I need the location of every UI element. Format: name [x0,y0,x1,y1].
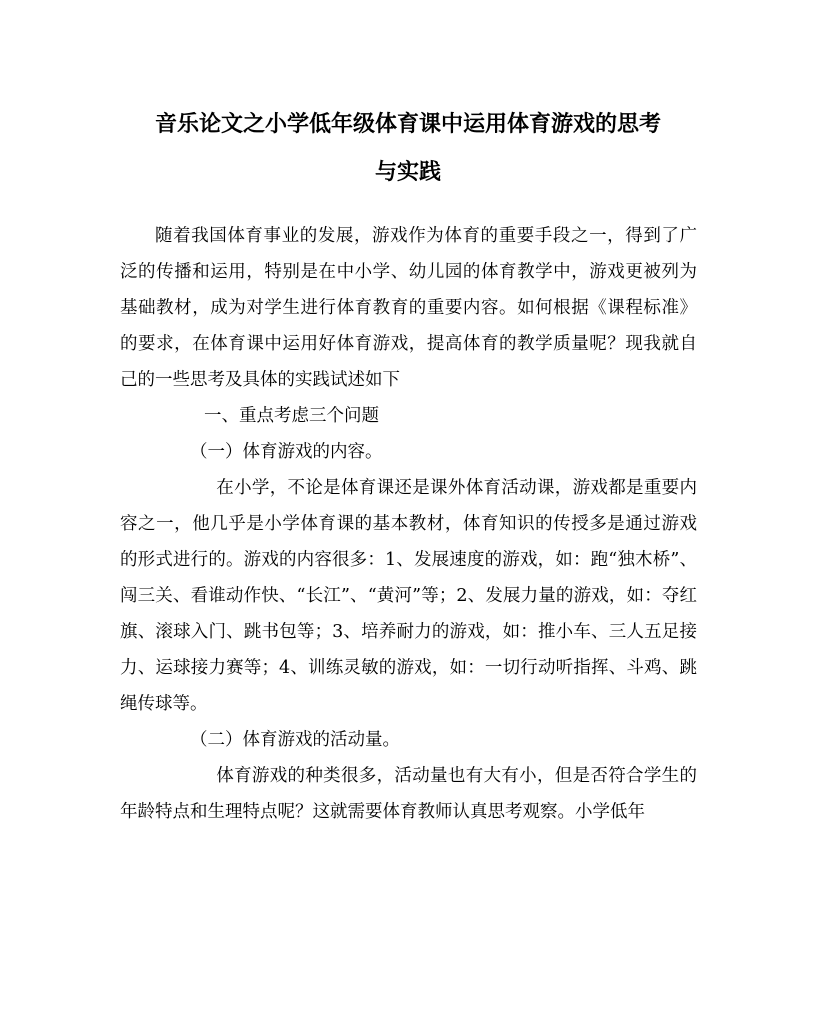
title-line-1: 音乐论文之小学低年级体育课中运用体育游戏的思考 [154,111,661,137]
intro-paragraph: 随着我国体育事业的发展，游戏作为体育的重要手段之一，得到了广泛的传播和运用，特别是在中小学、幼儿园的体育教学中，游戏更被列为基础教材，成为对学生进行体育教育的重要内容。如何根据《课程标准》的要求，在体育课中运用好体育游戏，提高体育的教学质量呢？现我就自己的一些思考及具体的实践试述如下 [120,226,697,390]
section-1-heading: 一、重点考虑三个问题 [204,406,379,426]
document-title [100,100,716,196]
subsection-1-heading: （一）体育游戏的内容。 [190,442,383,462]
subsection-1-paragraph: 在小学，不论是体育课还是课外体育活动课，游戏都是重要内容之一，他几乎是小学体育课的基本教材，体育知识的传授多是通过游戏的形式进行的。游戏的内容很多：1、发展速度的游戏，如：跑“独木桥”、闯三关、看谁动作快、“长江”、“黄河”等；2、发展力量的游戏，如：夺红旗、滚球入门、跳书包等；3、培养耐力的游戏，如：推小车、三人五足接力、运球接力赛等；4、训练灵敏的游戏，如：一切行动听指挥、斗鸡、跳绳传球等。 [120,478,697,714]
title-line-2: 与实践 [374,159,441,185]
document-body [120,218,697,830]
subsection-2-heading: （二）体育游戏的活动量。 [190,730,400,750]
subsection-2-paragraph: 体育游戏的种类很多，活动量也有大有小，但是否符合学生的年龄特点和生理特点呢？这就需要体育教师认真思考观察。小学低年 [120,766,697,822]
